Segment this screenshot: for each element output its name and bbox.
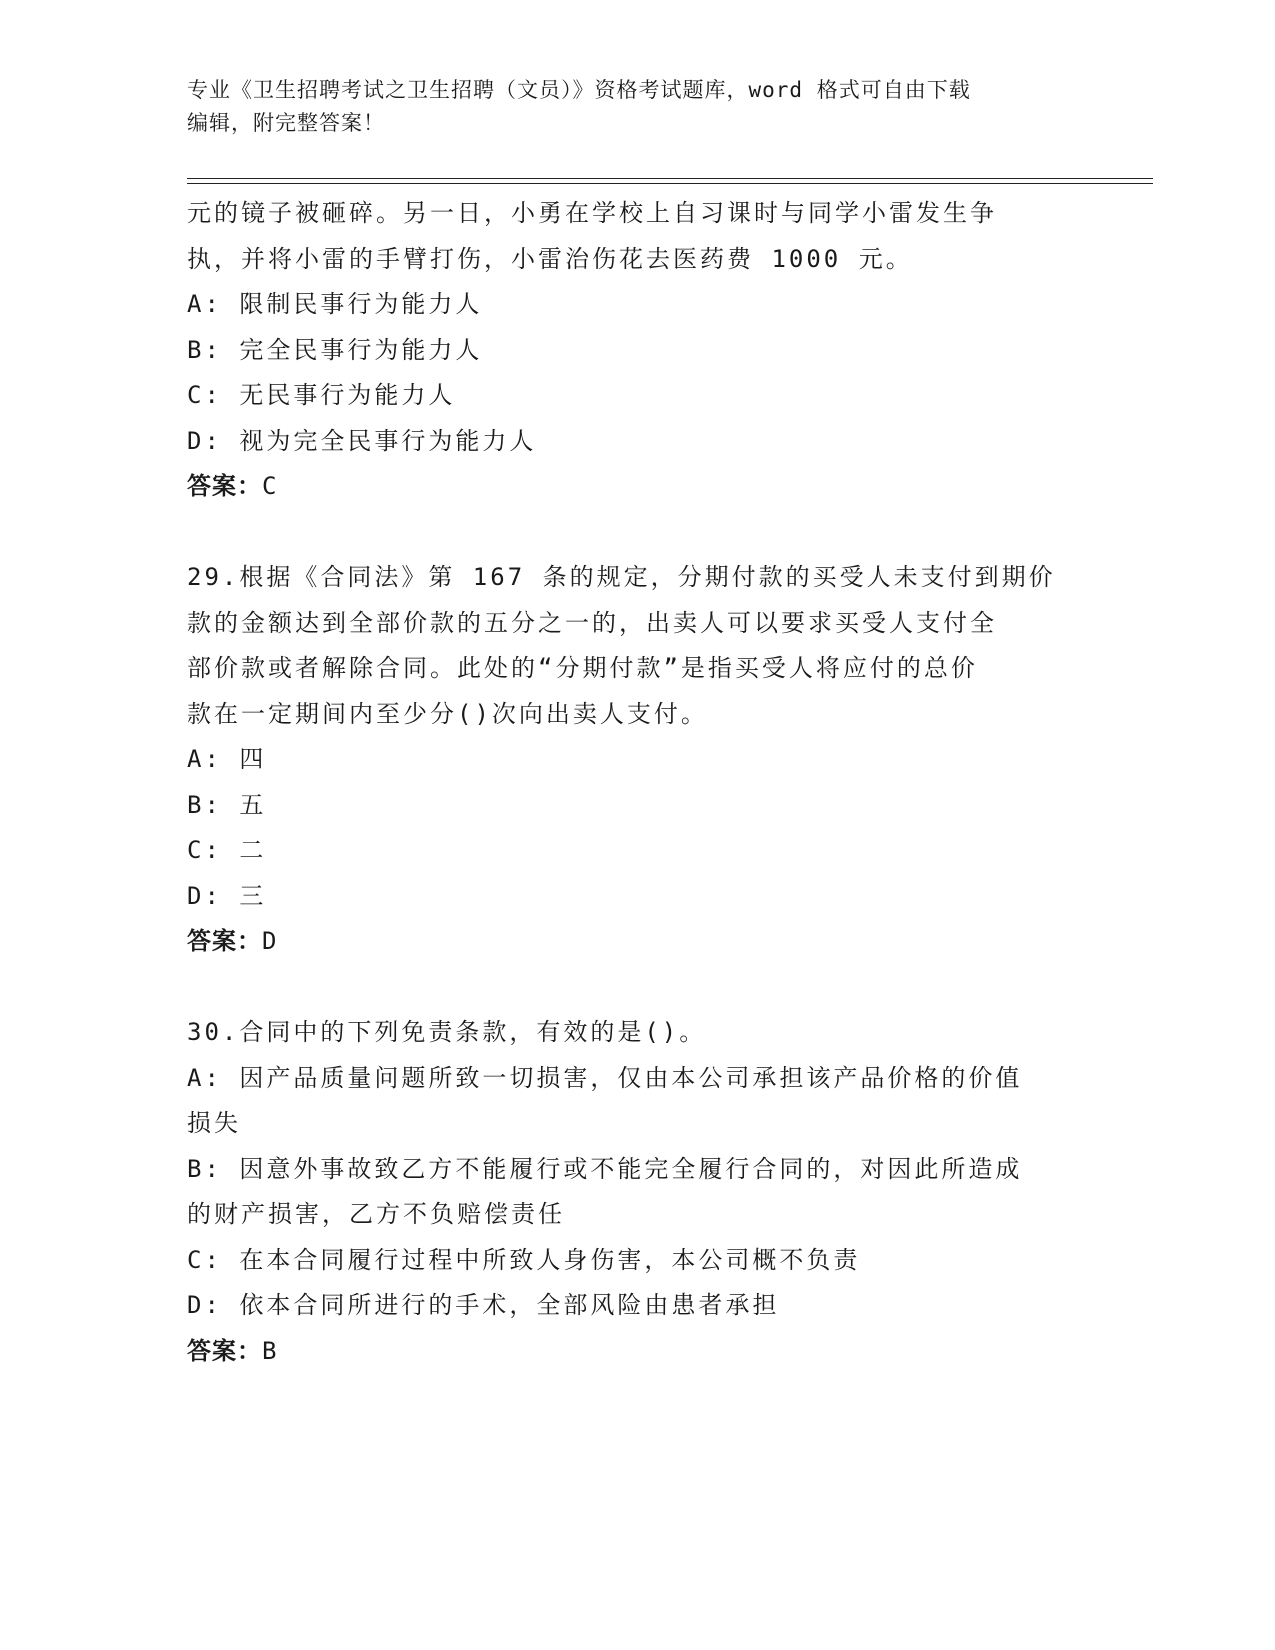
- question-text-line: 执，并将小雷的手臂打伤，小雷治伤花去医药费 1000 元。: [187, 244, 913, 273]
- option-a: [187, 737, 1087, 783]
- question-30: [187, 1010, 1087, 1374]
- option-b-continued: 的财产损害，乙方不负赔偿责任: [187, 1200, 565, 1228]
- answer-line: [187, 464, 1087, 510]
- option-label: B:: [187, 335, 222, 364]
- option-text: 因意外事故致乙方不能履行或不能完全履行合同的，对因此所造成: [239, 1154, 1023, 1183]
- option-text: 二: [239, 836, 267, 864]
- answer-label: 答案：: [187, 472, 262, 500]
- option-c: [187, 1238, 1087, 1284]
- option-d: [187, 874, 1087, 920]
- option-label: A:: [187, 1063, 222, 1092]
- option-b: [187, 783, 1087, 829]
- option-text: 三: [239, 881, 267, 910]
- option-b: [187, 328, 1087, 374]
- option-a: [187, 282, 1087, 328]
- question-text-line: 款的金额达到全部价款的五分之一的，出卖人可以要求买受人支付全: [187, 608, 997, 637]
- question-spacer: [187, 510, 1087, 556]
- option-a: [187, 1056, 1087, 1102]
- answer-value: B: [262, 1336, 278, 1365]
- option-label: D:: [187, 426, 222, 455]
- header-rule-top: [187, 178, 1153, 179]
- header-rule-bottom: [187, 183, 1153, 184]
- question-29: [187, 555, 1087, 965]
- option-d: [187, 419, 1087, 465]
- document-header: [187, 74, 1077, 140]
- option-text: 四: [239, 745, 267, 773]
- option-label: B:: [187, 1154, 222, 1183]
- option-text: 在本合同履行过程中所致人身伤害，本公司概不负责: [239, 1245, 861, 1274]
- option-label: C:: [187, 1245, 222, 1274]
- answer-line: [187, 1329, 1087, 1375]
- option-label: B:: [187, 790, 222, 819]
- question-content: [187, 191, 1087, 1374]
- option-label: C:: [187, 381, 222, 409]
- header-line-2: 编辑，附完整答案！: [187, 111, 385, 135]
- header-line-1: 专业《卫生招聘考试之卫生招聘（文员）》资格考试题库，word 格式可自由下载: [187, 78, 971, 102]
- option-d: [187, 1283, 1087, 1329]
- answer-value: D: [262, 927, 278, 955]
- question-text-line: 部价款或者解除合同。此处的“分期付款”是指买受人将应付的总价: [187, 654, 978, 682]
- option-label: D:: [187, 1291, 222, 1319]
- question-spacer: [187, 965, 1087, 1011]
- option-label: A:: [187, 745, 222, 773]
- option-text: 因产品质量问题所致一切损害，仅由本公司承担该产品价格的价值: [239, 1063, 1023, 1092]
- answer-value: C: [262, 472, 278, 500]
- option-a-continued: 损失: [187, 1109, 241, 1137]
- option-text: 无民事行为能力人: [239, 381, 456, 409]
- option-c: [187, 373, 1087, 419]
- option-label: C:: [187, 836, 222, 864]
- option-text: 视为完全民事行为能力人: [239, 426, 537, 455]
- question-28: [187, 191, 1087, 510]
- option-label: A:: [187, 290, 222, 318]
- question-text-line: 30.合同中的下列免责条款，有效的是()。: [187, 1018, 707, 1046]
- question-text-line: 29.根据《合同法》第 167 条的规定，分期付款的买受人未支付到期价: [187, 563, 1056, 591]
- option-b: [187, 1147, 1087, 1193]
- answer-line: [187, 919, 1087, 965]
- option-c: [187, 828, 1087, 874]
- answer-label: 答案：: [187, 927, 262, 955]
- option-text: 限制民事行为能力人: [239, 290, 483, 318]
- answer-label: 答案：: [187, 1336, 262, 1365]
- option-text: 五: [239, 790, 267, 819]
- option-label: D:: [187, 881, 222, 910]
- question-text-line: 款在一定期间内至少分()次向出卖人支付。: [187, 699, 708, 728]
- option-text: 依本合同所进行的手术，全部风险由患者承担: [239, 1291, 780, 1319]
- option-text: 完全民事行为能力人: [239, 335, 483, 364]
- question-text-line: 元的镜子被砸碎。另一日，小勇在学校上自习课时与同学小雷发生争: [187, 199, 997, 227]
